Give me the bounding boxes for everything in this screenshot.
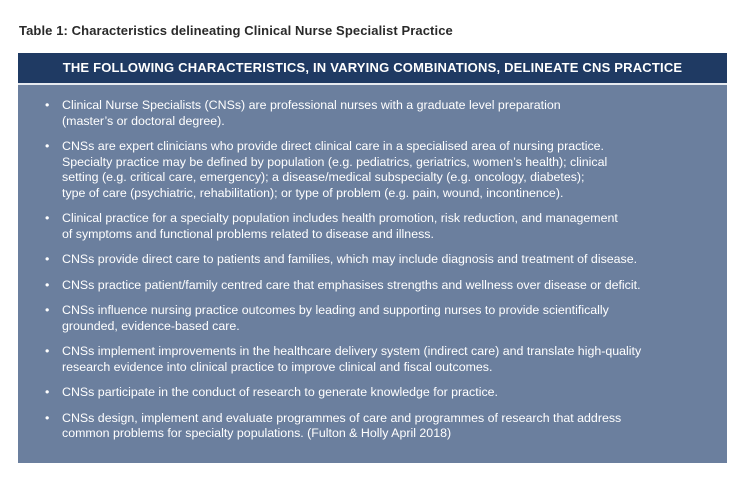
item-line: research evidence into clinical practice to improve clinical and fiscal outcomes. [62,359,493,374]
bullet-icon: • [45,303,50,317]
bullet-icon: • [45,410,50,425]
list-item [45,385,697,401]
bullet-icon: • [45,211,50,225]
item-line: CNSs are expert clinicians who provide direct clinical care in a specialised area of nursing practice. [62,139,604,153]
list-item [45,303,697,334]
bullet-icon: • [45,344,50,358]
item-line: Specialty practice may be defined by population (e.g. pediatrics, geriatrics, women’s health); clinical [62,154,608,169]
bullet-icon: • [45,252,50,266]
table-header: THE FOLLOWING CHARACTERISTICS, IN VARYING COMBINATIONS, DELINEATE CNS PRACTICE [18,53,727,85]
item-line: CNSs participate in the conduct of research to generate knowledge for practice. [62,385,498,399]
bullet-icon: • [45,98,50,112]
item-line: of symptoms and functional problems related to disease and illness. [62,226,434,241]
list-item [45,278,697,294]
item-line: Clinical Nurse Specialists (CNSs) are professional nurses with a graduate level preparation [62,98,561,112]
bullet-icon: • [45,385,50,399]
characteristics-list [18,85,727,442]
bullet-icon: • [45,277,50,292]
item-line: grounded, evidence-based care. [62,318,240,333]
item-line: Clinical practice for a specialty population includes health promotion, risk reduction, and management [62,211,618,225]
list-item [45,211,697,242]
list-item [45,411,697,442]
list-item [45,139,697,201]
list-item [45,344,697,375]
list-item [45,98,697,129]
cns-characteristics-table [18,53,727,463]
item-line: CNSs implement improvements in the healthcare delivery system (indirect care) and translate high-quality [62,344,642,358]
item-line: (master’s or doctoral degree). [62,113,225,128]
table-caption: Table 1: Characteristics delineating Clinical Nurse Specialist Practice [19,23,453,38]
bullet-icon: • [45,139,50,153]
item-line: CNSs provide direct care to patients and families, which may include diagnosis and treatment of disease. [62,252,638,266]
item-line: type of care (psychiatric, rehabilitation); or type of problem (e.g. pain, wound, incontinence). [62,185,564,200]
item-line: CNSs practice patient/family centred care that emphasises strengths and wellness over disease or deficit. [62,277,641,292]
list-item [45,252,697,268]
item-line: common problems for specialty populations. (Fulton & Holly April 2018) [62,426,452,440]
item-line: CNSs design, implement and evaluate programmes of care and programmes of research that address [62,410,622,425]
item-line: CNSs influence nursing practice outcomes by leading and supporting nurses to provide scientifically [62,303,609,317]
item-line: setting (e.g. critical care, emergency); a disease/medical subspecialty (e.g. oncology, diabetes); [62,170,585,184]
